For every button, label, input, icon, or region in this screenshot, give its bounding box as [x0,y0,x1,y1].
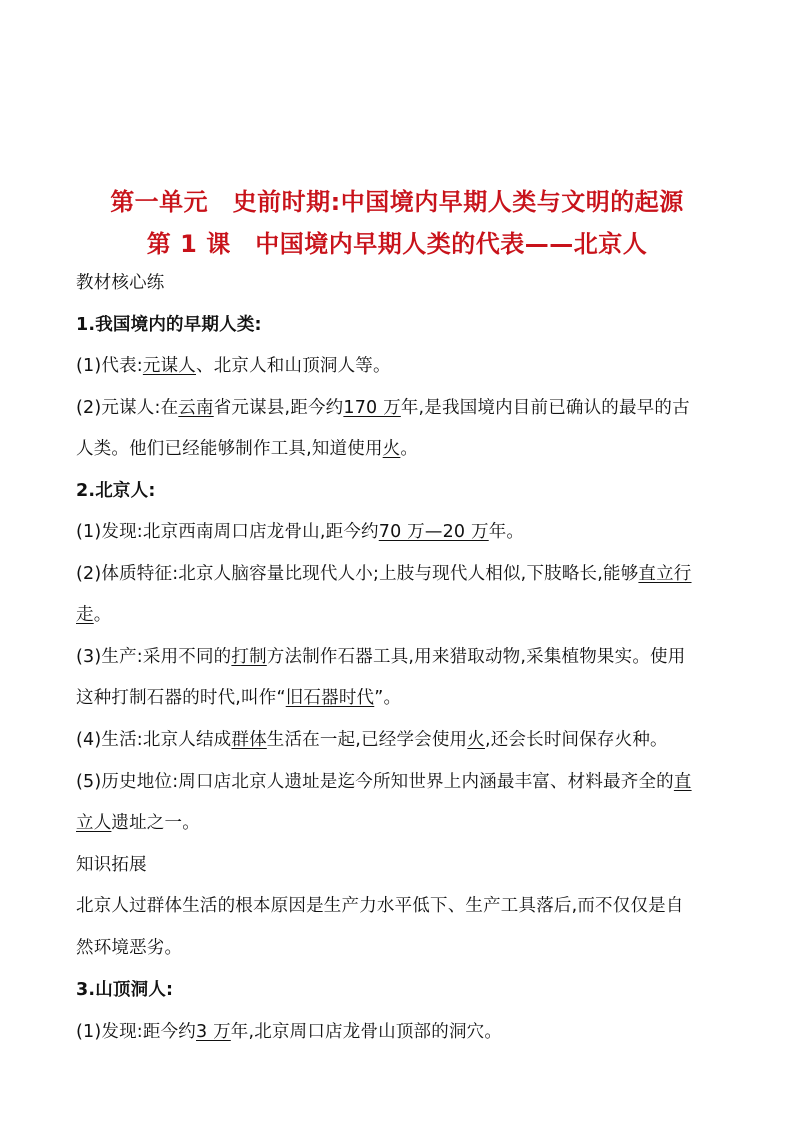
text-span: (4)生活:北京人结成 [76,730,232,750]
knowledge-extension-label: 知识拓展 [76,855,147,875]
core-practice-label: 教材核心练 [76,273,165,293]
section-1-heading: 1.我国境内的早期人类: [76,315,262,335]
s2-item-5-line-1 [76,770,726,794]
lesson-title: 第 1 课 中国境内早期人类的代表——北京人 [146,230,648,258]
answer-blank: 70 万—20 万 [378,522,489,542]
answer-blank: 云南 [178,398,214,418]
s2-item-2-line-1 [76,562,726,586]
section-2-heading: 2.北京人: [76,481,156,501]
answer-blank: 走 [76,605,94,625]
text-span: (1)代表: [76,356,143,376]
s2-item-1 [76,520,726,544]
text-span: (2)元谋人:在 [76,398,179,418]
text-span: ”。 [374,688,402,708]
extension-text-line-2: 然环境恶劣。 [76,938,183,958]
text-span: 遗址之一。 [111,813,200,833]
answer-blank: 火 [382,439,401,459]
answer-blank: 火 [467,730,485,750]
text-span: (5)历史地位:周口店北京人遗址是迄今所知世界上内涵最丰富、材料最齐全的 [76,772,674,792]
answer-blank: 3 万 [196,1022,231,1042]
answer-blank: 直立行 [638,564,692,584]
answer-blank: 打制 [231,647,267,667]
text-span: (1)发现:北京西南周口店龙骨山,距今约 [76,522,379,542]
text-span: 、北京人和山顶洞人等。 [196,356,391,376]
text-span: 这种打制石器的时代,叫作“ [76,688,286,708]
section-3-heading: 3.山顶洞人: [76,980,174,1000]
text-span: 年,北京周口店龙骨山顶部的洞穴。 [230,1022,503,1042]
text-span: 生活在一起,已经学会使用 [266,730,468,750]
text-span: (1)发现:距今约 [76,1022,196,1042]
answer-blank: 群体 [231,730,267,750]
answer-blank: 直 [673,772,692,792]
s2-item-5-line-2 [76,811,726,835]
s3-item-1 [76,1020,726,1044]
text-span: 省元谋县,距今约 [213,398,344,418]
s2-item-4 [76,728,726,752]
text-span: 年。 [488,522,525,542]
answer-blank: 元谋人 [142,356,196,376]
s2-item-3-line-2 [76,686,726,710]
answer-blank: 立人 [76,813,112,833]
text-span: 方法制作石器工具,用来猎取动物,采集植物果实。使用 [266,647,686,667]
unit-title: 第一单元 史前时期:中国境内早期人类与文明的起源 [110,188,684,216]
answer-blank: 170 万 [343,398,401,418]
text-span: 。 [400,439,419,459]
s1-item-2-line-1 [76,396,726,420]
text-span: (2)体质特征:北京人脑容量比现代人小;上肢与现代人相似,下肢略长,能够 [76,564,639,584]
text-span: 人类。他们已经能够制作工具,知道使用 [76,439,383,459]
s2-item-2-line-2 [76,603,726,627]
s1-item-1 [76,354,726,378]
s2-item-3-line-1 [76,645,726,669]
text-span: 。 [93,605,112,625]
extension-text-line-1: 北京人过群体生活的根本原因是生产力水平低下、生产工具落后,而不仅仅是自 [76,896,684,916]
s1-item-2-line-2 [76,437,726,461]
text-span: (3)生产:采用不同的 [76,647,232,667]
text-span: 年,是我国境内目前已确认的最早的古 [400,398,690,418]
answer-blank: 旧石器时代 [285,688,375,708]
text-span: ,还会长时间保存火种。 [484,730,668,750]
